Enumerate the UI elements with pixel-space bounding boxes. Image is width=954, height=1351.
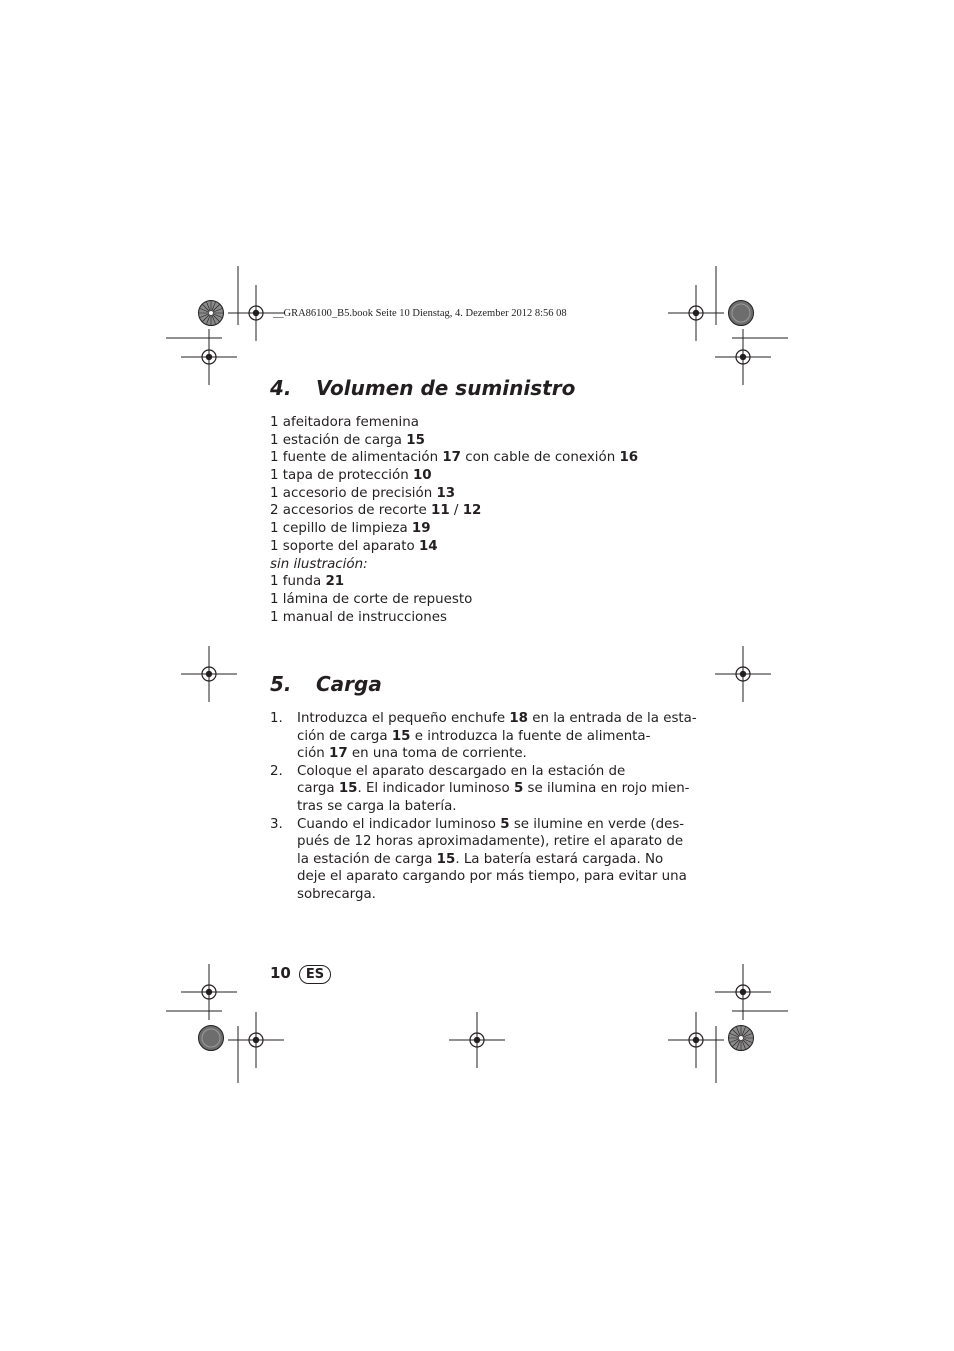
list-item: 1 lámina de corte de repuesto bbox=[270, 591, 473, 607]
section-heading-5: 5. Carga bbox=[270, 672, 382, 696]
list-item: 1 afeitadora femenina bbox=[270, 415, 419, 430]
print-slug-line: __GRA86100_B5.book Seite 10 Dienstag, 4. Dezember 2012 8:56 08 bbox=[273, 308, 567, 319]
list-item: 1 accesorio de precisión 13 bbox=[270, 485, 456, 501]
page-footer bbox=[270, 964, 331, 984]
list-item: 1 soporte del aparato 14 bbox=[270, 538, 438, 554]
list-item: 1 manual de instrucciones bbox=[270, 609, 447, 625]
section-heading-4: 4. Volumen de suministro bbox=[270, 376, 576, 400]
list-item: 1 fuente de alimentación 17 con cable de conexión 16 bbox=[270, 450, 639, 466]
page-number: 10 bbox=[270, 964, 291, 982]
list-item: 1 funda 21 bbox=[270, 574, 345, 590]
step-item: 1. Introduzca el pequeño enchufe 18 en la entrada de la esta- ción de carga 15 e introduzca la fuente de alimenta- ción 17 en una toma de corriente. bbox=[270, 711, 697, 762]
step-item: 3. Cuando el indicador luminoso 5 se ilumine en verde (des- pués de 12 horas aproximadamente), retire el aparato de la estación de carga 15. La batería estará cargada. No deje el aparato cargando por más tiempo, para evitar una sobrecarga. bbox=[270, 816, 687, 902]
list-note: sin ilustración: bbox=[270, 556, 368, 572]
charging-steps bbox=[270, 710, 697, 904]
language-badge: ES bbox=[299, 965, 331, 984]
list-item: 2 accesorios de recorte 11 / 12 bbox=[270, 503, 482, 519]
list-item: 1 tapa de protección 10 bbox=[270, 468, 432, 484]
step-item: 2. Coloque el aparato descargado en la estación de carga 15. El indicador luminoso 5 se ilumina en rojo mien- tras se carga la batería. bbox=[270, 763, 690, 814]
list-item: 1 estación de carga 15 bbox=[270, 432, 425, 448]
list-item: 1 cepillo de limpieza 19 bbox=[270, 521, 431, 537]
delivery-contents-list bbox=[270, 414, 638, 626]
